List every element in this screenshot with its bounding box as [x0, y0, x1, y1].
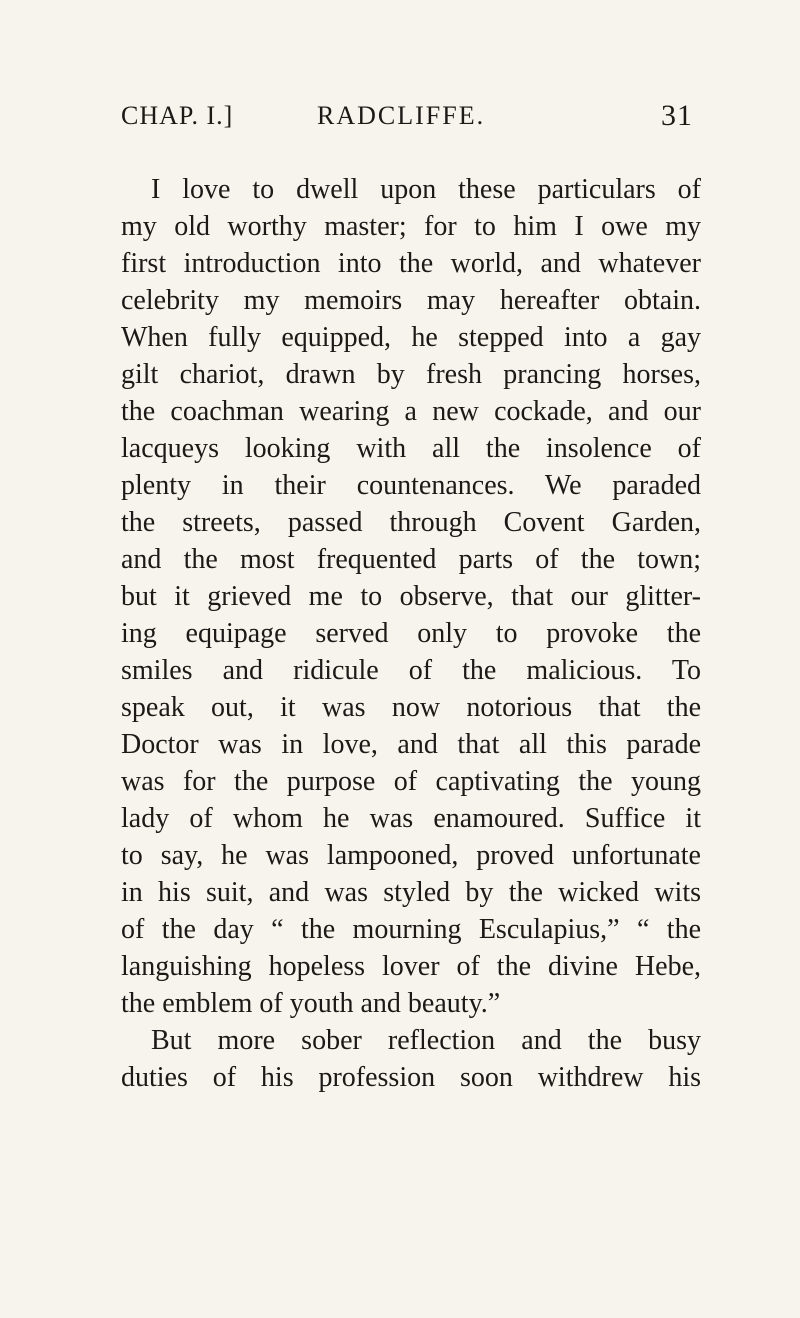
text-line: the coachman wearing a new cockade, and our: [121, 396, 701, 427]
text-line: of the day “ the mourning Esculapius,” “ the: [121, 914, 701, 945]
text-line: the streets, passed through Covent Garden,: [121, 507, 701, 538]
text-line: ing equipage served only to provoke the: [121, 618, 701, 649]
text-line: Doctor was in love, and that all this parade: [121, 729, 701, 760]
text-line: But more sober reflection and the busy: [151, 1025, 701, 1056]
text-line: to say, he was lampooned, proved unfortunate: [121, 840, 701, 871]
text-line: first introduction into the world, and whatever: [121, 248, 701, 279]
body-text: [121, 171, 701, 1096]
running-head: [121, 96, 693, 136]
text-line: duties of his profession soon withdrew his: [121, 1062, 701, 1093]
text-line: I love to dwell upon these particulars of: [151, 174, 701, 205]
text-line: and the most frequented parts of the town;: [121, 544, 701, 575]
text-line: the emblem of youth and beauty.”: [121, 988, 501, 1019]
text-line: plenty in their countenances. We paraded: [121, 470, 701, 501]
text-line: lacqueys looking with all the insolence of: [121, 433, 701, 464]
text-line: When fully equipped, he stepped into a gay: [121, 322, 701, 353]
running-title: RADCLIFFE.: [317, 101, 486, 130]
text-line: was for the purpose of captivating the young: [121, 766, 701, 797]
text-line: lady of whom he was enamoured. Suffice it: [121, 803, 701, 834]
text-line: in his suit, and was styled by the wicked wits: [121, 877, 701, 908]
text-line: speak out, it was now notorious that the: [121, 692, 701, 723]
text-line: gilt chariot, drawn by fresh prancing horses,: [121, 359, 701, 390]
page-number: 31: [661, 99, 693, 132]
chapter-marker: CHAP. I.]: [121, 101, 234, 130]
text-line: languishing hopeless lover of the divine Hebe,: [121, 951, 701, 982]
text-line: celebrity my memoirs may hereafter obtain.: [121, 285, 701, 316]
text-line: but it grieved me to observe, that our glitter-: [121, 581, 701, 612]
text-line: my old worthy master; for to him I owe my: [121, 211, 701, 242]
text-line: smiles and ridicule of the malicious. To: [121, 655, 701, 686]
